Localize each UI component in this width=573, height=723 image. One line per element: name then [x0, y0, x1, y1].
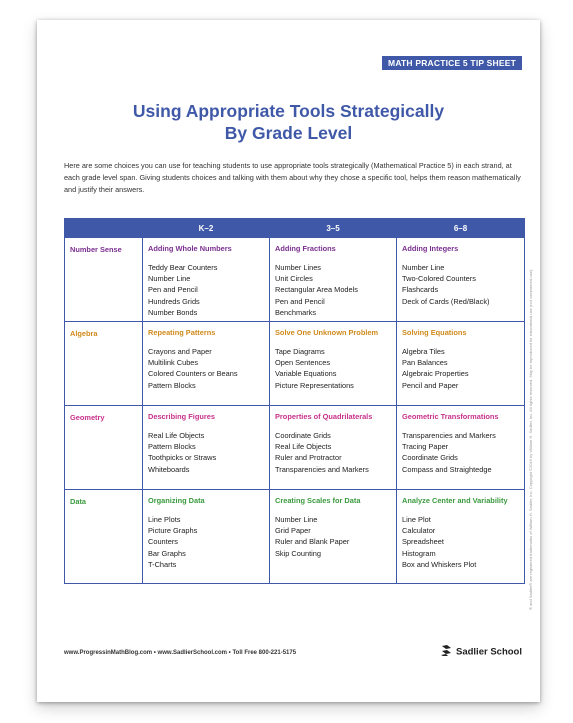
table-row-data — [65, 490, 525, 584]
table-row-algebra — [65, 322, 525, 406]
sadlier-logo — [440, 644, 522, 660]
sadlier-logo-icon — [440, 644, 453, 660]
row-label-cell — [65, 406, 143, 490]
cell-item: Ruler and Protractor — [275, 453, 342, 463]
row-label: Data — [70, 497, 87, 506]
cell-item: Spreadsheet — [402, 537, 444, 547]
cell-item: Compass and Straightedge — [402, 464, 492, 474]
title-line-1: Using Appropriate Tools Strategically — [132, 101, 445, 121]
row-label: Geometry — [70, 413, 105, 422]
cell-item: Real Life Objects — [275, 441, 332, 451]
copyright-text: ® and Sadlier® are registered trademarks of William H. Sadlier, Inc. Copyright ©2016 by William H. Sadlier, Inc. All rights reserved. May be reproduced for educational use (not commercial use). — [528, 268, 533, 610]
cell-item: Transparencies and Markers — [275, 464, 369, 474]
cell-item: Coordinate Grids — [275, 430, 331, 440]
cell-item: Grid Paper — [275, 525, 311, 535]
cell-item: Pencil and Paper — [402, 380, 459, 390]
cell-item: Calculator — [402, 525, 436, 535]
cell-item: Number Line — [275, 514, 318, 524]
cell-item: T-Charts — [148, 560, 177, 570]
row-label: Number Sense — [70, 245, 122, 254]
footer-contact: www.ProgressinMathBlog.com • www.SadlierSchool.com • Toll Free 800-221-5175 — [64, 650, 297, 656]
cell-item: Flashcards — [402, 285, 439, 295]
cell-title: Repeating Patterns — [148, 328, 216, 337]
cell-item: Two-Colored Counters — [402, 273, 476, 283]
row-label-cell — [65, 490, 143, 584]
cell-item: Box and Whiskers Plot — [402, 560, 477, 570]
intro-paragraph: Here are some choices you can use for teaching students to use appropriate tools strategically (Mathematical Practice 5) in each strand, at each grade level span. Giving students choices and talking with them about why they chose a specific tool, helps them reason mathematically and justify their answers. — [64, 161, 521, 194]
cell-title: Solving Equations — [402, 328, 467, 337]
page-title — [37, 100, 540, 144]
cell-item: Benchmarks — [275, 308, 317, 318]
cell-item: Deck of Cards (Red/Black) — [402, 296, 490, 306]
cell-title: Adding Whole Numbers — [148, 244, 232, 253]
cell-item: Ruler and Blank Paper — [275, 537, 350, 547]
cell-item: Line Plots — [148, 514, 181, 524]
cell-item: Number Lines — [275, 262, 322, 272]
table-cell — [270, 490, 397, 584]
tools-table — [64, 218, 525, 584]
cell-title: Adding Integers — [402, 244, 459, 253]
table-cell — [397, 490, 525, 584]
cell-item: Teddy Bear Counters — [148, 262, 218, 272]
cell-item: Crayons and Paper — [148, 346, 212, 356]
table-cell — [270, 406, 397, 490]
cell-item: Algebraic Properties — [402, 369, 469, 379]
row-label-cell — [65, 238, 143, 322]
table-cell — [143, 238, 270, 322]
cell-item: Colored Counters or Beans — [148, 369, 238, 379]
cell-item: Whiteboards — [148, 464, 190, 474]
cell-item: Real Life Objects — [148, 430, 205, 440]
header-cell — [65, 219, 143, 238]
cell-item: Pattern Blocks — [148, 380, 196, 390]
cell-item: Number Line — [402, 262, 445, 272]
cell-item: Multilink Cubes — [148, 357, 199, 367]
cell-item: Pen and Pencil — [275, 296, 325, 306]
cell-item: Tracing Paper — [402, 441, 449, 451]
cell-item: Rectangular Area Models — [275, 285, 358, 295]
cell-title: Analyze Center and Variability — [402, 496, 508, 505]
table-row-number-sense — [65, 238, 525, 322]
cell-item: Transparencies and Markers — [402, 430, 496, 440]
cell-item: Hundreds Grids — [148, 296, 200, 306]
cell-item: Histogram — [402, 548, 436, 558]
cell-item: Pattern Blocks — [148, 441, 196, 451]
row-label-cell — [65, 322, 143, 406]
cell-item: Variable Equations — [275, 369, 337, 379]
cell-title: Creating Scales for Data — [275, 496, 361, 505]
row-label: Algebra — [70, 329, 98, 338]
cell-title: Geometric Transformations — [402, 412, 499, 421]
cell-item: Pan Balances — [402, 357, 448, 367]
title-line-2: By Grade Level — [224, 123, 353, 143]
cell-item: Picture Graphs — [148, 525, 198, 535]
table-cell — [397, 238, 525, 322]
cell-item: Counters — [148, 537, 178, 547]
cell-item: Open Sentences — [275, 357, 331, 367]
header-cell-3-5: 3–5 — [270, 219, 397, 238]
table-cell — [143, 322, 270, 406]
table-cell — [270, 238, 397, 322]
table-cell — [397, 322, 525, 406]
cell-title: Solve One Unknown Problem — [275, 328, 379, 337]
cell-item: Coordinate Grids — [402, 453, 458, 463]
cell-item: Number Line — [148, 273, 191, 283]
cell-item: Tape Diagrams — [275, 346, 325, 356]
table-cell — [397, 406, 525, 490]
cell-item: Skip Counting — [275, 548, 322, 558]
table-header-row — [65, 219, 525, 238]
copyright-side-note — [528, 250, 536, 610]
cell-item: Algebra Tiles — [402, 346, 445, 356]
cell-item: Number Bonds — [148, 308, 198, 318]
tip-sheet-page — [37, 20, 540, 702]
header-cell-k2: K–2 — [143, 219, 270, 238]
cell-item: Picture Representations — [275, 380, 354, 390]
table-row-geometry — [65, 406, 525, 490]
cell-item: Line Plot — [402, 514, 431, 524]
header-cell-6-8: 6–8 — [397, 219, 525, 238]
cell-title: Properties of Quadrilaterals — [275, 412, 373, 421]
cell-item: Unit Circles — [275, 273, 313, 283]
cell-item: Pen and Pencil — [148, 285, 198, 295]
cell-item: Toothpicks or Straws — [148, 453, 217, 463]
cell-title: Adding Fractions — [275, 244, 336, 253]
cell-title: Organizing Data — [148, 496, 205, 505]
logo-text: Sadlier School — [456, 646, 522, 658]
table-cell — [270, 322, 397, 406]
tip-sheet-badge: MATH PRACTICE 5 TIP SHEET — [382, 56, 522, 70]
cell-title: Describing Figures — [148, 412, 215, 421]
table-cell — [143, 490, 270, 584]
table-cell — [143, 406, 270, 490]
cell-item: Bar Graphs — [148, 548, 186, 558]
